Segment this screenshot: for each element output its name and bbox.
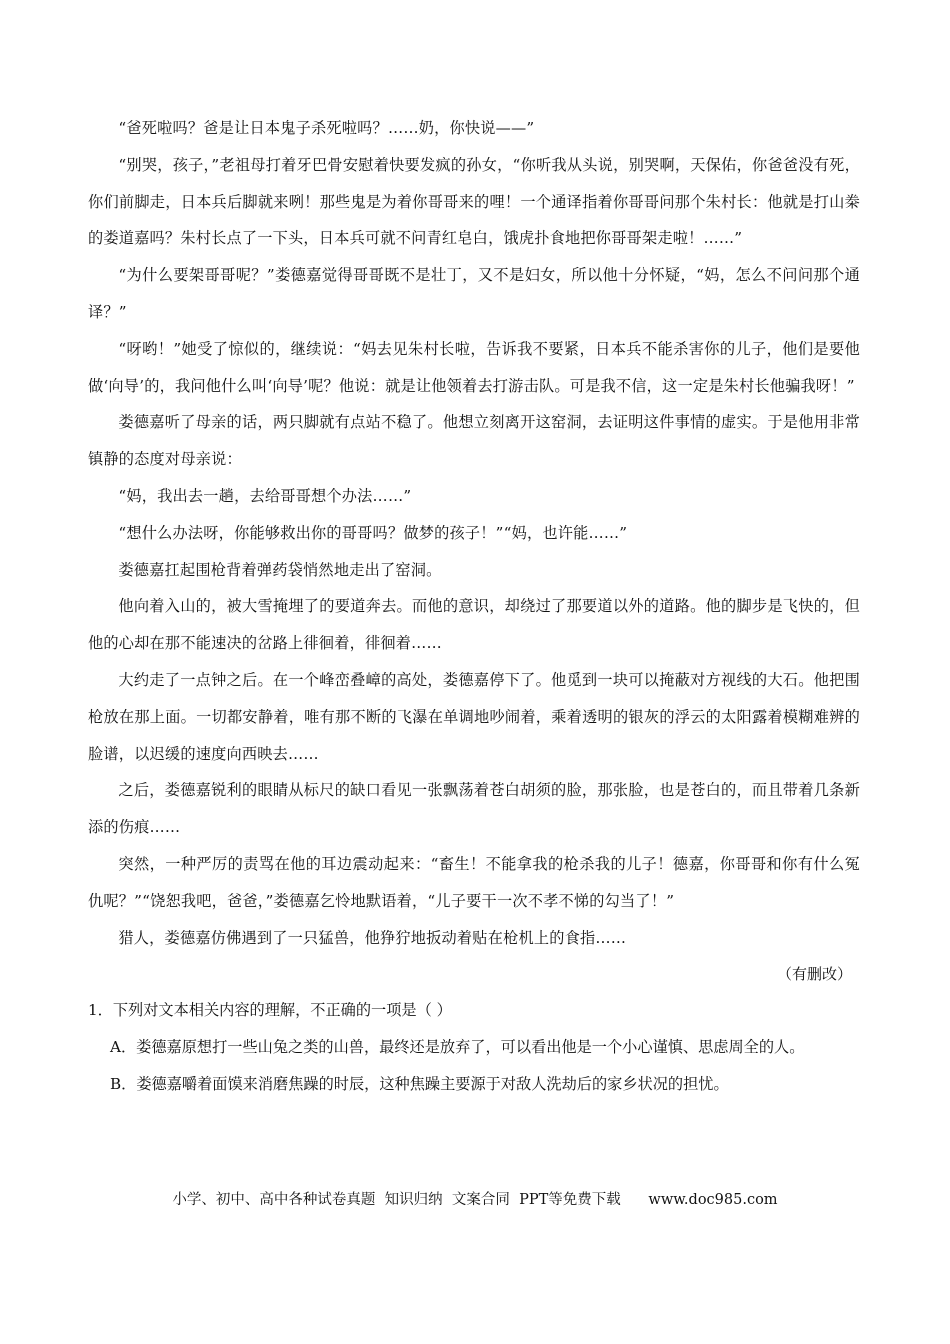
page-footer: 小学、初中、高中各种试卷真题 知识归纳 文案合同 PPT等免费下载 www.doc985.com xyxy=(172,1192,778,1208)
question-stem: 1．下列对文本相关内容的理解，不正确的一项是（ ） xyxy=(88,1001,452,1020)
paragraph-13: 猎人，娄德嘉仿佛遇到了一只猛兽，他狰狞地扳动着贴在枪机上的食指…… xyxy=(118,928,627,947)
paragraph-5: 娄德嘉听了母亲的话，两只脚就有点站不稳了。他想立刻离开这窑洞，去证明这件事情的虚实。于是他用非常镇静的态度对母亲说： xyxy=(88,413,860,469)
paragraph-2: “别哭，孩子，”老祖母打着牙巴骨安慰着快要发疯的孙女，“你听我从头说，别哭啊，天保佑，你爸爸没有死，你们前脚走，日本兵后脚就来咧！那些鬼是为着你哥哥来的哩！一个通译指着你哥哥问那个朱村长：他就是打山桊的娄道嘉吗？朱村长点了一下头，日本兵可就不问青红皂白，饿虎扑食地把你哥哥架走啦！……” xyxy=(88,155,860,248)
paragraph-9: 他向着入山的，被大雪掩埋了的要道奔去。而他的意识，却绕过了那要道以外的道路。他的脚步是飞快的，但他的心却在那不能速决的岔路上徘徊着，徘徊着…… xyxy=(88,597,860,653)
source-note: （有删改） xyxy=(776,965,852,984)
paragraph-6: “妈，我出去一趟，去给哥哥想个办法……” xyxy=(118,486,412,505)
option-a: A．娄德嘉原想打一些山兔之类的山兽，最终还是放弃了，可以看出他是一个小心谨慎、思虑周全的人。 xyxy=(110,1038,805,1057)
option-b: B．娄德嘉嚼着面馍来消磨焦躁的时辰，这种焦躁主要源于对敌人洗劫后的家乡状况的担忧。 xyxy=(110,1075,729,1094)
article-body xyxy=(88,110,860,1103)
paragraph-11: 之后，娄德嘉锐利的眼睛从标尺的缺口看见一张飘荡着苍白胡须的脸，那张脸，也是苍白的，而且带着几条新添的伤痕…… xyxy=(88,781,860,837)
paragraph-8: 娄德嘉扛起围枪背着弹药袋悄然地走出了窑洞。 xyxy=(118,560,442,579)
paragraph-4: “呀哟！”她受了惊似的，继续说：“妈去见朱村长啦，告诉我不要紧，日本兵不能杀害你的儿子，他们是要他做‘向导’的，我问他什么叫‘向导’呢？他说：就是让他领着去打游击队。可是我不信，这一定是朱村长他骗我呀！” xyxy=(88,339,860,395)
paragraph-12: 突然，一种严厉的责骂在他的耳边震动起来：“畜生！不能拿我的枪杀我的儿子！德嘉，你哥哥和你有什么冤仇呢？”“饶恕我吧，爸爸，”娄德嘉乞怜地默语着，“儿子要干一次不孝不悌的勾当了！” xyxy=(88,854,860,910)
paragraph-1: “爸死啦吗？爸是让日本鬼子杀死啦吗？……奶，你快说——” xyxy=(118,119,535,137)
paragraph-3: “为什么要架哥哥呢？”娄德嘉觉得哥哥既不是壮丁，又不是妇女，所以他十分怀疑，“妈，怎么不问问那个通译？” xyxy=(88,266,860,321)
paragraph-10: 大约走了一点钟之后。在一个峰峦叠嶂的高处，娄德嘉停下了。他觅到一块可以掩蔽对方视线的大石。他把围枪放在那上面。一切都安静着，唯有那不断的飞瀑在单调地吵闹着，乘着透明的银灰的浮云的太阳露着模糊难辨的脸谱，以迟缓的速度向西映去…… xyxy=(88,670,860,763)
paragraph-7: “想什么办法呀，你能够救出你的哥哥吗？做梦的孩子！”“妈，也许能……” xyxy=(118,523,628,542)
